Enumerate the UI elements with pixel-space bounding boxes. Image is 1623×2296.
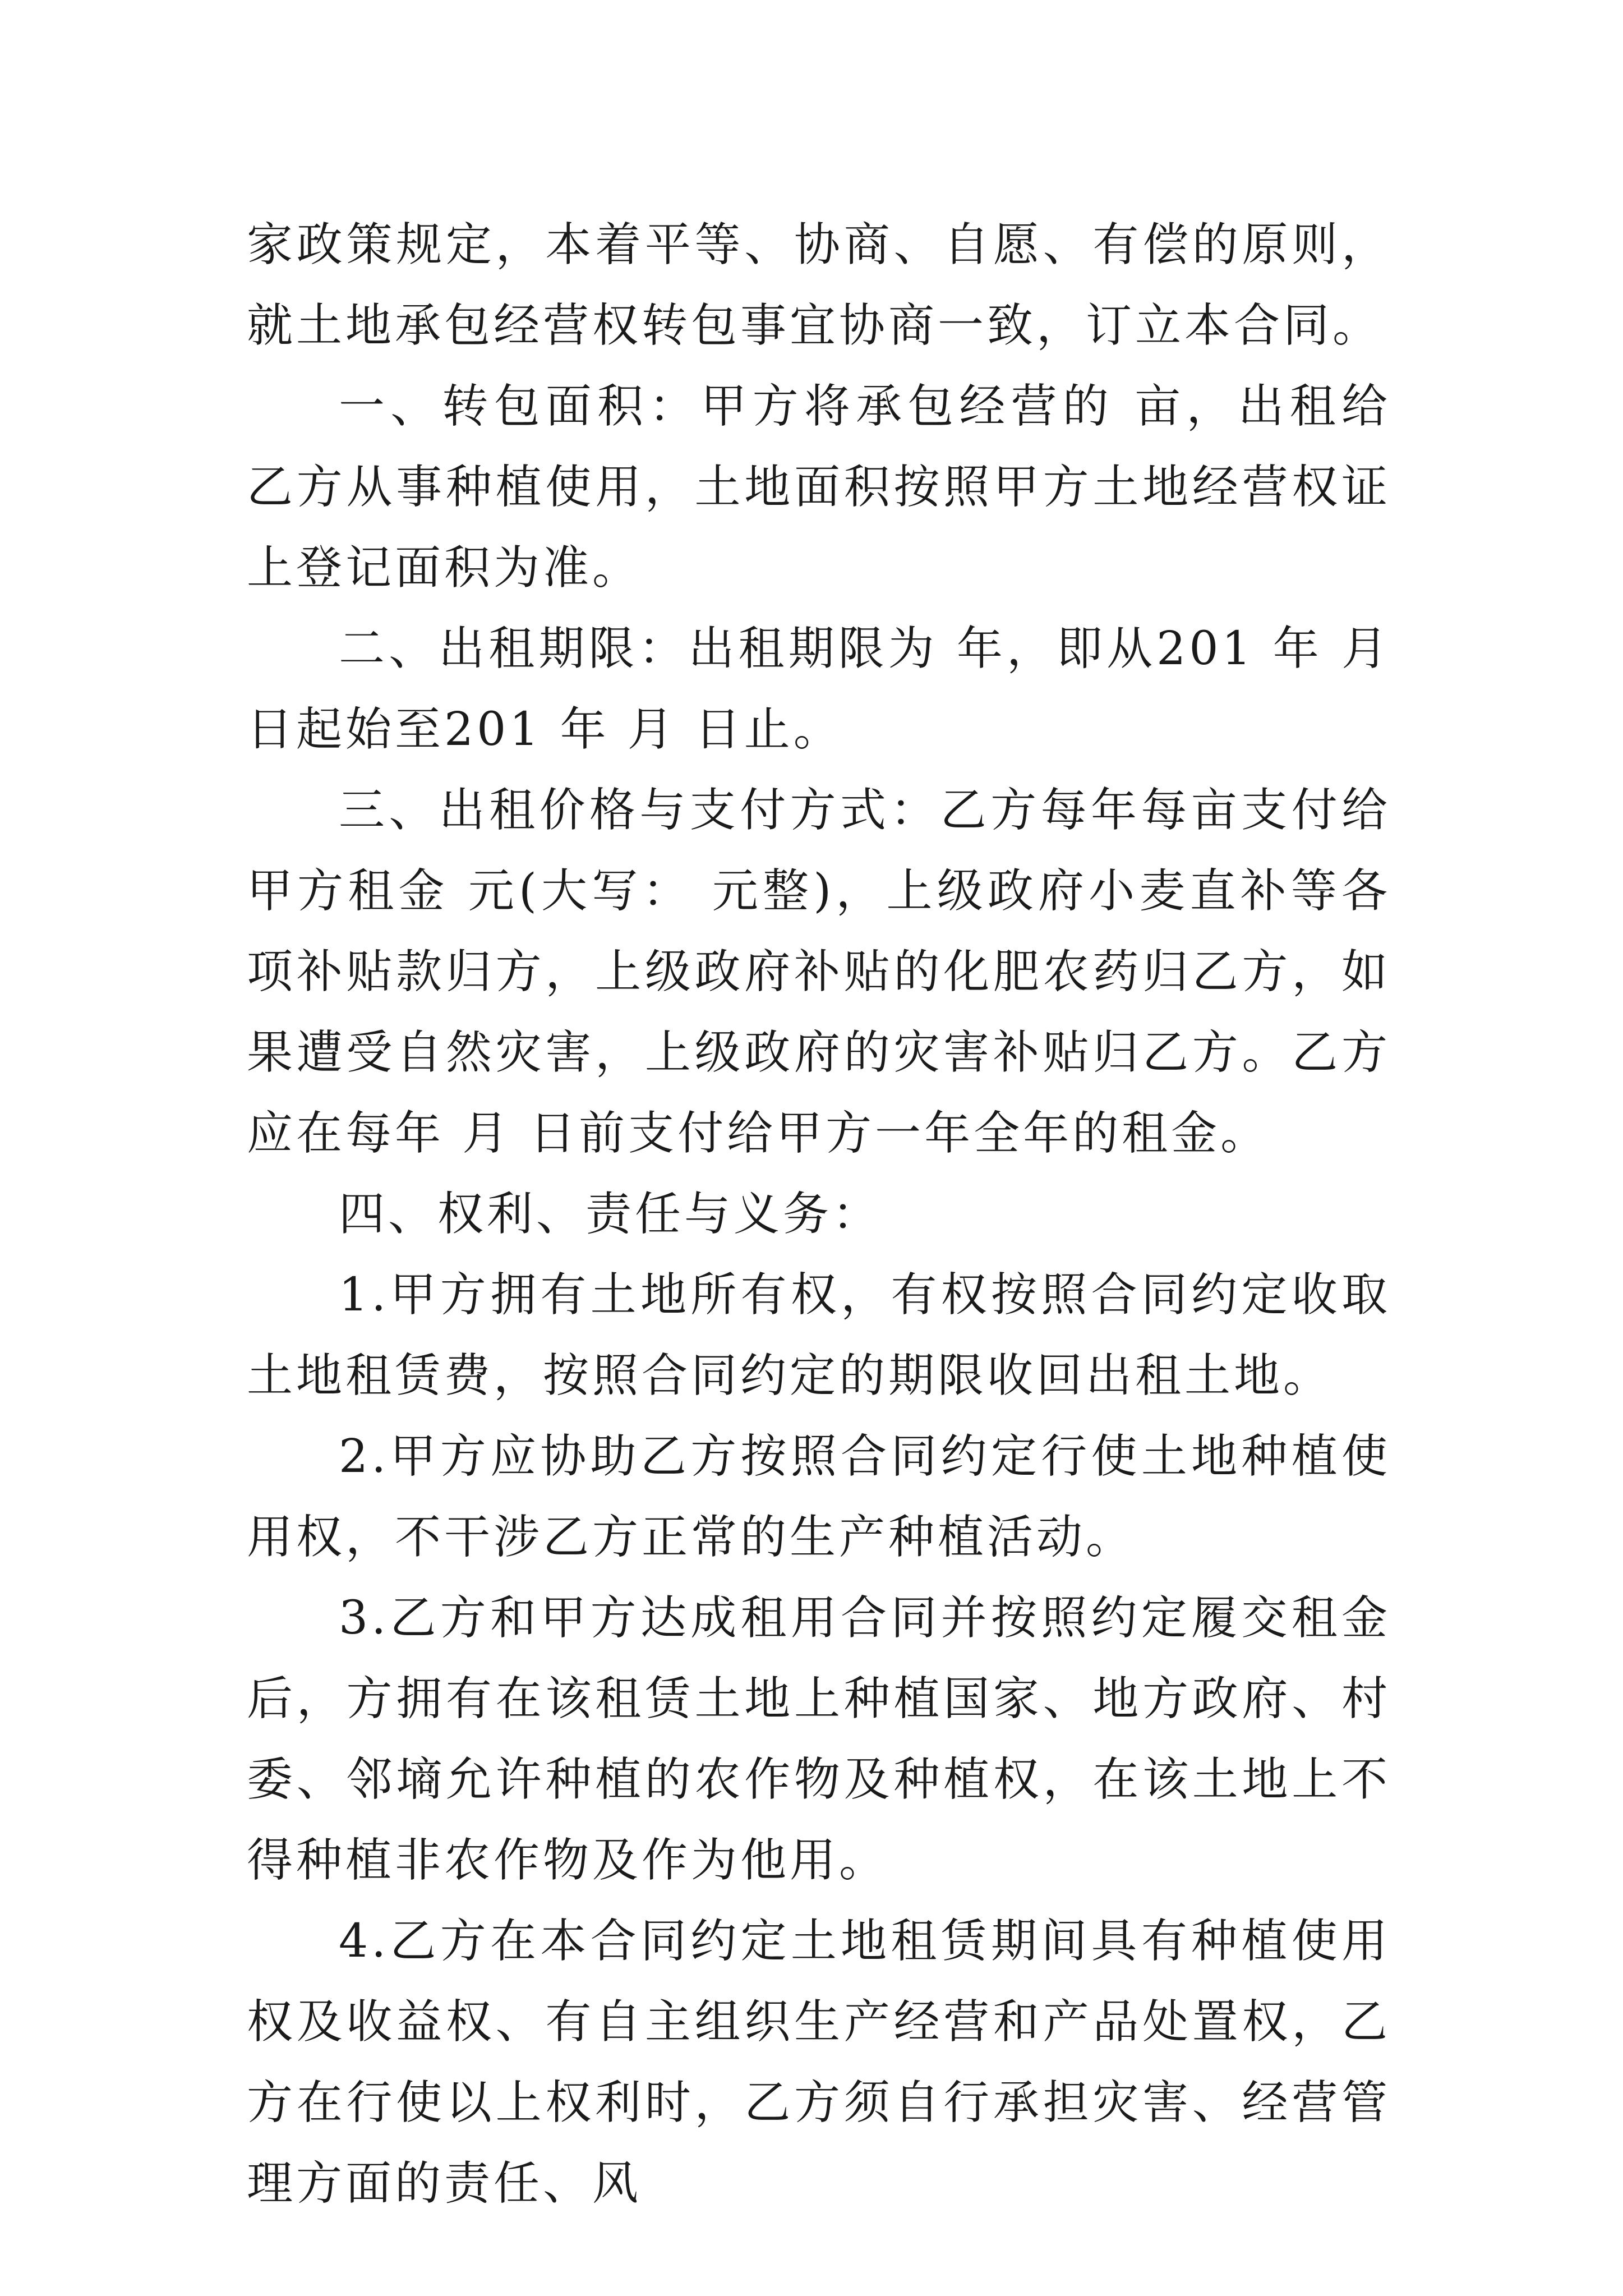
paragraph-term: 二、出租期限：出租期限为 年，即从201 年 月 日起始至201 年 月 日止。 <box>247 622 1391 756</box>
paragraph-clause-4: 4.乙方在本合同约定土地租赁期间具有种植使用权及收益权、有自主组织生产经营和产品处置权，乙方在行使以上权利时，乙方须自行承担灾害、经营管理方面的责任、风 <box>247 1915 1391 2210</box>
contract-body <box>247 205 1391 2224</box>
paragraph-clause-1: 1.甲方拥有土地所有权，有权按照合同约定收取土地租赁费，按照合同约定的期限收回出租土地。 <box>247 1268 1391 1402</box>
paragraph-intro: 家政策规定，本着平等、协商、自愿、有偿的原则，就土地承包经营权转包事宜协商一致，订立本合同。 <box>247 218 1391 352</box>
paragraph-rights-heading: 四、权利、责任与义务： <box>339 1188 882 1241</box>
paragraph-price: 三、出租价格与支付方式：乙方每年每亩支付给甲方租金 元(大写： 元整)，上级政府小麦直补等各项补贴款归方，上级政府补贴的化肥农药归乙方，如果遭受自然灾害，上级政府的灾害补贴归乙方。乙方应在每年 月 日前支付给甲方一年全年的租金。 <box>247 784 1391 1160</box>
paragraph-clause-2: 2.甲方应协助乙方按照合同约定行使土地种植使用权，不干涉乙方正常的生产种植活动。 <box>247 1430 1391 1564</box>
paragraph-clause-3: 3.乙方和甲方达成租用合同并按照约定履交租金后，方拥有在该租赁土地上种植国家、地方政府、村委、邻墒允许种植的农作物及种植权，在该土地上不得种植非农作物及作为他用。 <box>247 1591 1391 1887</box>
paragraph-area: 一、转包面积：甲方将承包经营的 亩，出租给乙方从事种植使用，土地面积按照甲方土地经营权证上登记面积为准。 <box>247 380 1391 595</box>
